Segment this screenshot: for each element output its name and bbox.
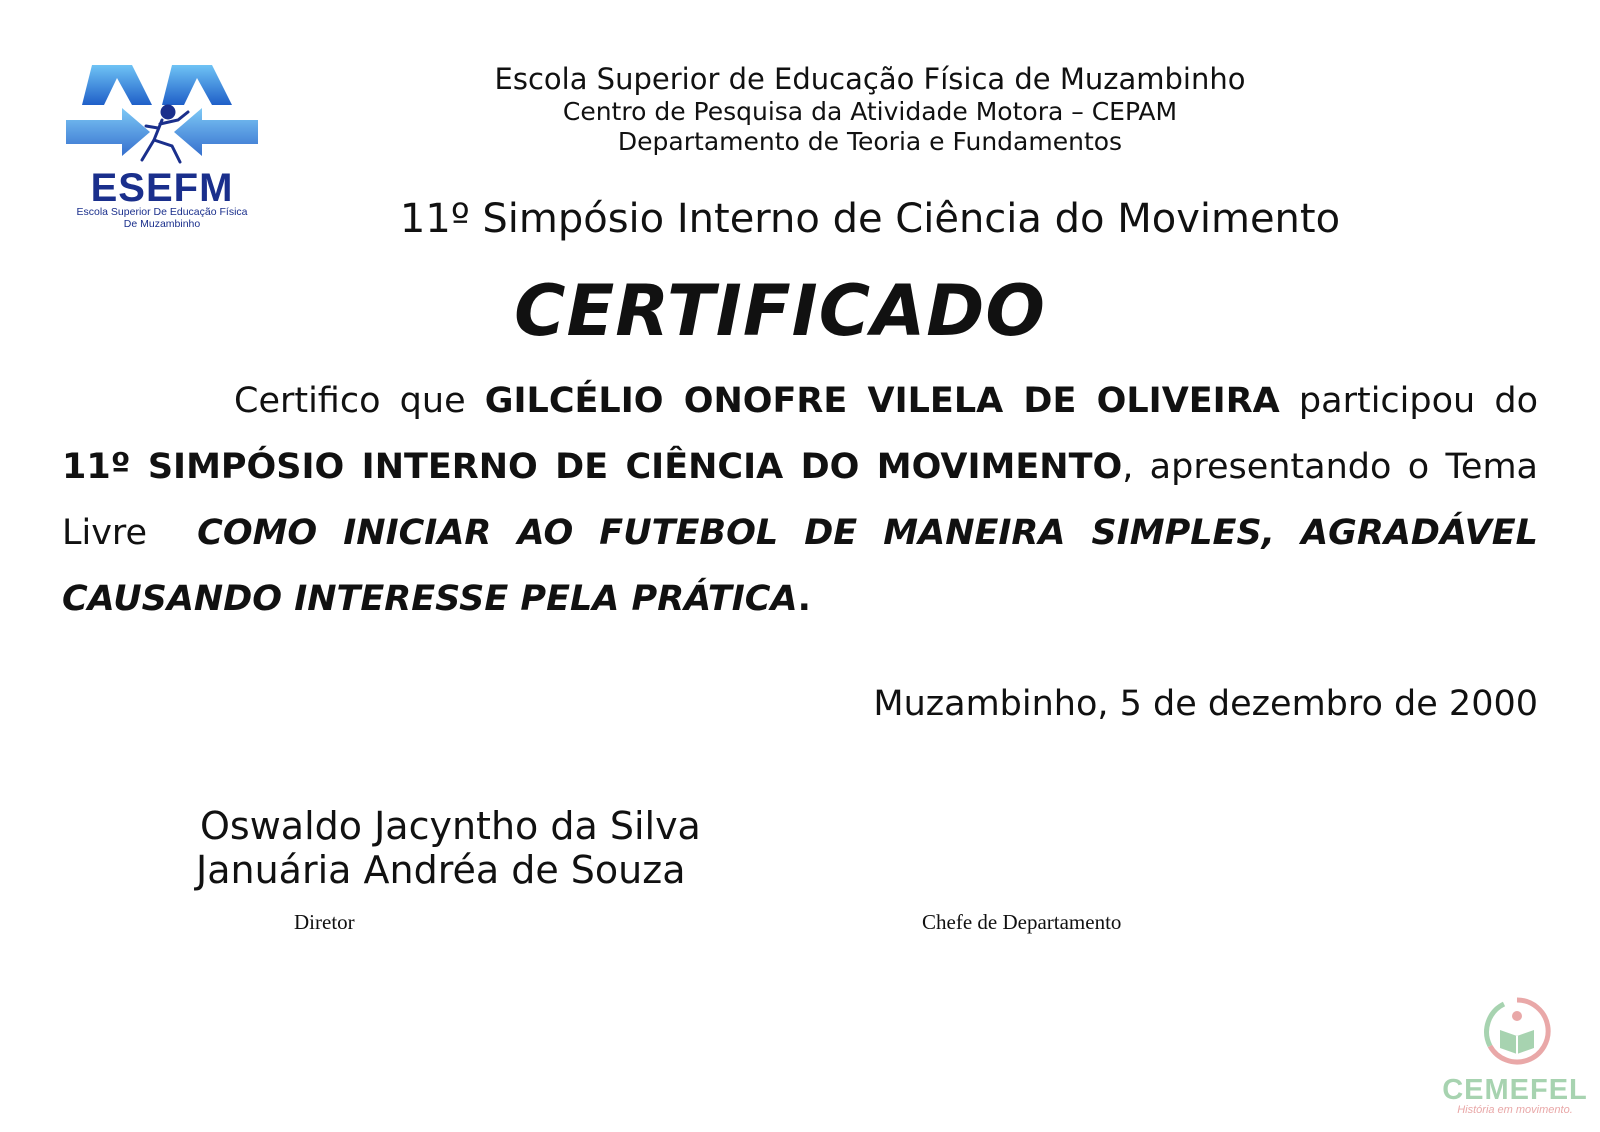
certificate-body — [62, 368, 1538, 632]
esefm-logo — [62, 60, 262, 235]
recipient-name: GILCÉLIO ONOFRE VILELA DE OLIVEIRA — [484, 381, 1280, 421]
theme-title: COMO INICIAR AO FUTEBOL DE MANEIRA SIMPLES, AGRADÁVEL CAUSANDO INTERESSE PELA PRÁTICA — [62, 513, 1538, 619]
body-period: . — [797, 579, 811, 619]
certificate-title: CERTIFICADO — [514, 270, 1046, 352]
signature-name-2: Januária Andréa de Souza — [196, 848, 686, 892]
event-name: 11º SIMPÓSIO INTERNO DE CIÊNCIA DO MOVIMENTO — [62, 447, 1123, 487]
symposium-title: 11º Simpósio Interno de Ciência do Movimento — [399, 196, 1341, 242]
body-intro: Certifico que — [234, 381, 466, 421]
esefm-arrows-icon — [62, 60, 262, 170]
body-presenting: , apresentando o Tema Livre — [62, 447, 1538, 553]
cemefel-watermark — [1440, 996, 1590, 1124]
logo-subtitle — [62, 206, 262, 230]
logo-title: ESEFM — [90, 166, 234, 210]
signature-role-department-head: Chefe de Departamento — [922, 910, 1122, 934]
header-research-center: Centro de Pesquisa da Atividade Motora – CEPAM — [562, 97, 1178, 126]
logo-subtitle-line1: Escola Superior De Educação Física — [76, 206, 248, 218]
date-line: Muzambinho, 5 de dezembro de 2000 — [873, 684, 1538, 724]
body-participated: participou do — [1298, 381, 1538, 421]
header-school-name: Escola Superior de Educação Física de Muzambinho — [494, 62, 1246, 96]
header-department: Departamento de Teoria e Fundamentos — [617, 127, 1123, 156]
logo-subtitle-line2: De Muzambinho — [123, 218, 201, 230]
signature-role-director: Diretor — [294, 910, 355, 934]
cemefel-emblem-icon — [1482, 996, 1552, 1066]
watermark-title: CEMEFEL — [1442, 1074, 1588, 1106]
signature-name-1: Oswaldo Jacyntho da Silva — [200, 804, 701, 848]
watermark-subtitle: História em movimento. — [1457, 1104, 1573, 1116]
